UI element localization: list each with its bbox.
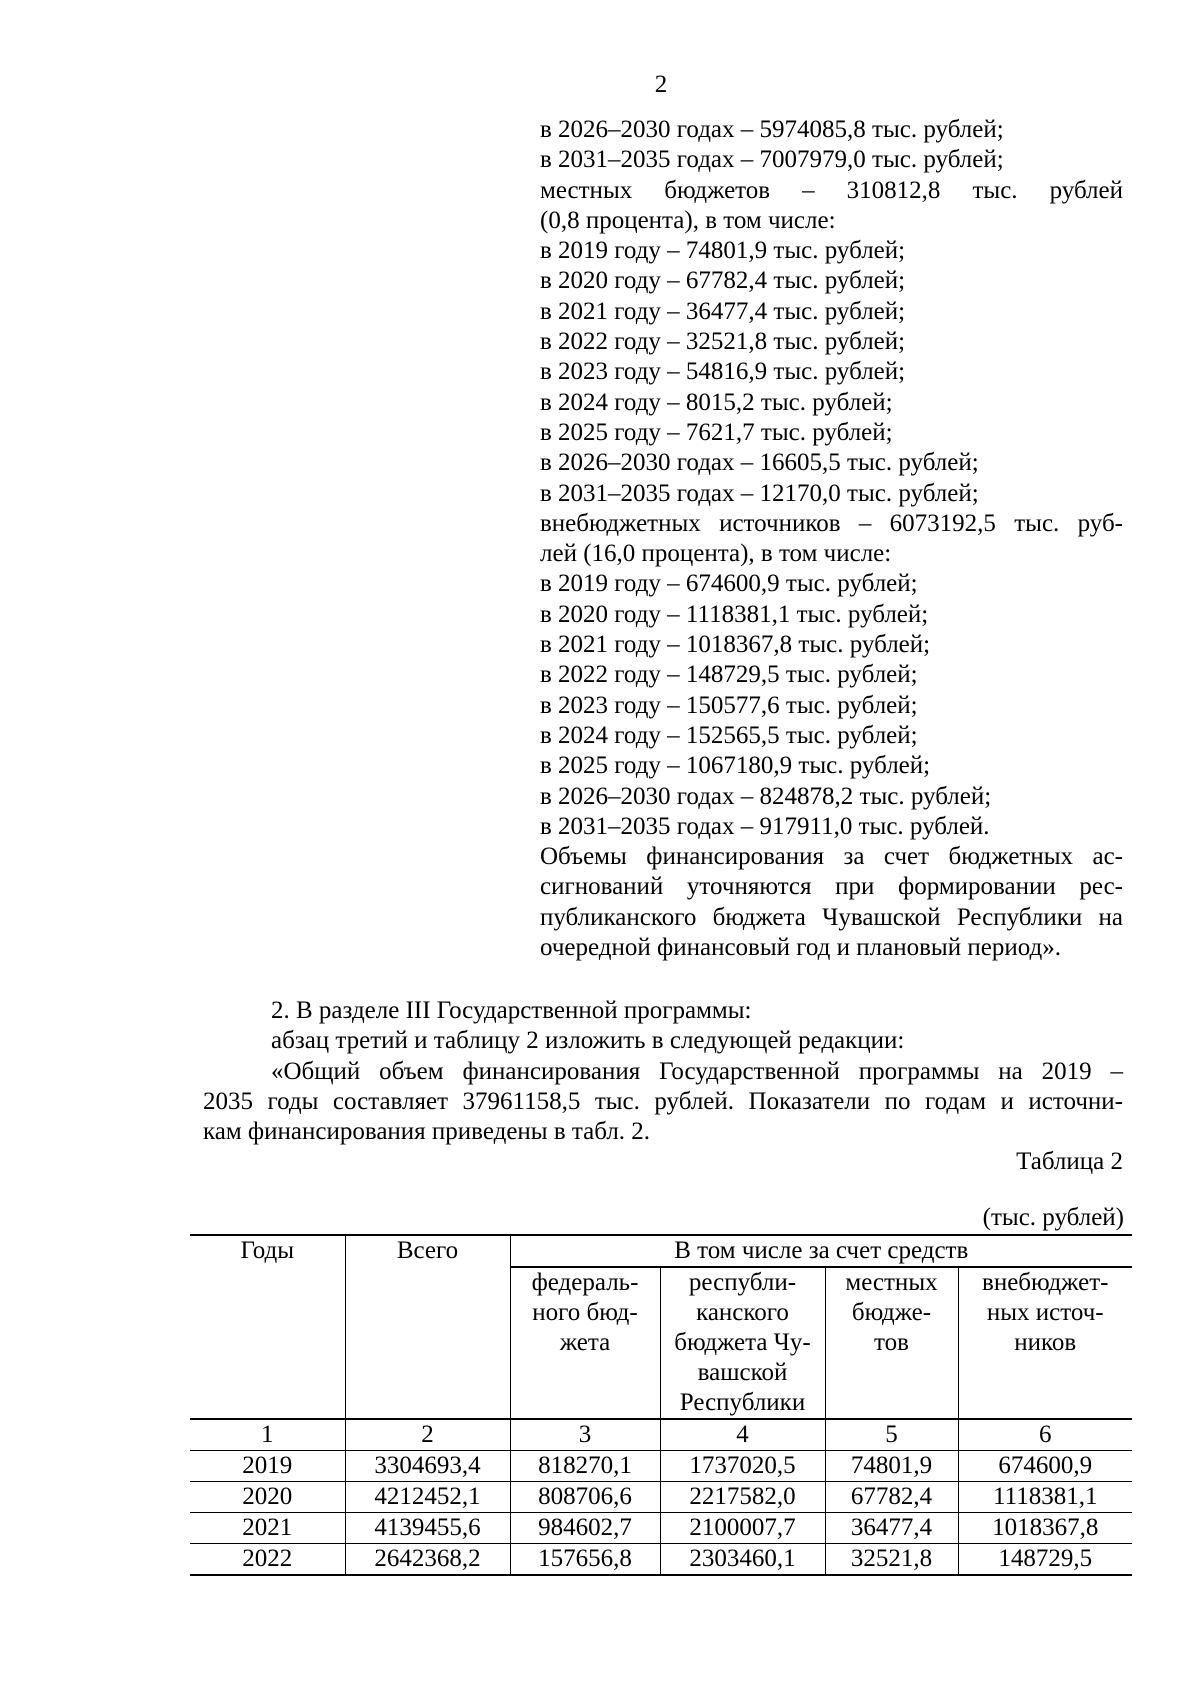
col-number: 4 — [660, 1419, 825, 1451]
text-line: в 2026–2030 годах – 5974085,8 тыс. рублей; — [540, 116, 1004, 143]
cell-local: 36477,4 — [825, 1513, 958, 1544]
cell-total: 3304693,4 — [345, 1451, 510, 1482]
col-number: 2 — [345, 1419, 510, 1451]
text-line: в 2019 году – 74801,9 тыс. рублей; — [540, 237, 906, 265]
table-row — [190, 1513, 1132, 1544]
text-line: в 2025 году – 1067180,9 тыс. рублей; — [540, 752, 931, 780]
text-line: в 2026–2030 годах – 824878,2 тыс. рублей; — [540, 782, 992, 810]
cell-local: 32521,8 — [825, 1544, 958, 1576]
text-line: в 2019 году – 674600,9 тыс. рублей; — [540, 570, 918, 598]
col-number: 3 — [510, 1419, 660, 1451]
header-years: Годы — [190, 1235, 345, 1419]
section-instruction: абзац третий и таблицу 2 изложить в следующей редакции: — [271, 1027, 905, 1055]
page-number: 2 — [654, 71, 668, 98]
cell-republic: 2303460,1 — [660, 1544, 825, 1576]
table-row — [190, 1544, 1132, 1576]
cell-total: 2642368,2 — [345, 1544, 510, 1576]
header-extrabudget: внебюджет- ных источ- ников — [958, 1267, 1132, 1419]
funding-sources-block — [540, 115, 1123, 963]
text-line: в 2031–2035 годах – 12170,0 тыс. рублей; — [540, 479, 979, 507]
text-line: в 2023 году – 54816,9 тыс. рублей; — [540, 358, 906, 386]
text-line: в 2020 году – 67782,4 тыс. рублей; — [540, 267, 906, 295]
text-line: в 2031–2035 годах – 917911,0 тыс. рублей. — [540, 812, 990, 840]
cell-total: 4212452,1 — [345, 1482, 510, 1513]
text-line: в 2025 году – 7621,7 тыс. рублей; — [540, 418, 893, 446]
text-line: в 2024 году – 152565,5 тыс. рублей; — [540, 721, 918, 749]
cell-local: 74801,9 — [825, 1451, 958, 1482]
text-line: в 2026–2030 годах – 16605,5 тыс. рублей; — [540, 449, 979, 477]
cell-extrabudget: 674600,9 — [958, 1451, 1132, 1482]
col-number: 6 — [958, 1419, 1132, 1451]
cell-extrabudget: 1018367,8 — [958, 1513, 1132, 1544]
cell-extrabudget: 148729,5 — [958, 1544, 1132, 1576]
text-line: внебюджетных источников – 6073192,5 тыс. руб- — [540, 509, 1123, 537]
header-total: Всего — [345, 1235, 510, 1419]
text-line: в 2021 году – 36477,4 тыс. рублей; — [540, 297, 906, 325]
cell-extrabudget: 1118381,1 — [958, 1482, 1132, 1513]
cell-year: 2020 — [190, 1482, 345, 1513]
header-local: местных бюдже- тов — [825, 1267, 958, 1419]
table-row — [190, 1482, 1132, 1513]
cell-local: 67782,4 — [825, 1482, 958, 1513]
section-2 — [203, 996, 1123, 1178]
paragraph-line: кам финансирования приведены в табл. 2. — [203, 1118, 651, 1146]
table-row — [190, 1451, 1132, 1482]
text-line: очередной финансовый год и плановый период». — [540, 934, 1061, 962]
text-line: в 2022 году – 148729,5 тыс. рублей; — [540, 661, 918, 689]
text-line: Объемы финансирования за счет бюджетных ас- — [540, 843, 1123, 871]
cell-federal: 157656,8 — [510, 1544, 660, 1576]
col-number: 5 — [825, 1419, 958, 1451]
cell-republic: 1737020,5 — [660, 1451, 825, 1482]
cell-federal: 984602,7 — [510, 1513, 660, 1544]
col-number: 1 — [190, 1419, 345, 1451]
text-line: в 2022 году – 32521,8 тыс. рублей; — [540, 328, 906, 356]
paragraph-line: 2035 годы составляет 37961158,5 тыс. рублей. Показатели по годам и источни- — [203, 1087, 1123, 1115]
cell-federal: 808706,6 — [510, 1482, 660, 1513]
text-line: в 2023 году – 150577,6 тыс. рублей; — [540, 691, 918, 719]
text-line: в 2031–2035 годах – 7007979,0 тыс. рублей; — [540, 146, 1004, 174]
cell-republic: 2100007,7 — [660, 1513, 825, 1544]
header-republic: республи- канского бюджета Чу- вашской Республики — [660, 1267, 825, 1419]
section-heading: 2. В разделе III Государственной программы: — [271, 997, 752, 1024]
table-label: Таблица 2 — [1016, 1148, 1123, 1176]
text-line: в 2024 году – 8015,2 тыс. рублей; — [540, 388, 893, 416]
header-federal: федераль- ного бюд- жета — [510, 1267, 660, 1419]
text-line: местных бюджетов – 310812,8 тыс. рублей — [540, 176, 1123, 204]
cell-year: 2022 — [190, 1544, 345, 1576]
cell-year: 2021 — [190, 1513, 345, 1544]
text-line: в 2021 году – 1018367,8 тыс. рублей; — [540, 631, 931, 659]
text-line: в 2020 году – 1118381,1 тыс. рублей; — [540, 600, 929, 628]
text-line: публиканского бюджета Чувашской Республики на — [540, 903, 1123, 931]
paragraph-line: «Общий объем финансирования Государственной программы на 2019 – — [271, 1057, 1123, 1085]
cell-federal: 818270,1 — [510, 1451, 660, 1482]
header-group: В том числе за счет средств — [510, 1235, 1132, 1267]
text-line: (0,8 процента), в том числе: — [540, 206, 836, 234]
table-units: (тыс. рублей) — [982, 1204, 1124, 1231]
cell-total: 4139455,6 — [345, 1513, 510, 1544]
financing-table — [190, 1234, 1132, 1576]
cell-republic: 2217582,0 — [660, 1482, 825, 1513]
text-line: лей (16,0 процента), в том числе: — [540, 540, 892, 568]
cell-year: 2019 — [190, 1451, 345, 1482]
text-line: сигнований уточняются при формировании рес- — [540, 873, 1123, 901]
